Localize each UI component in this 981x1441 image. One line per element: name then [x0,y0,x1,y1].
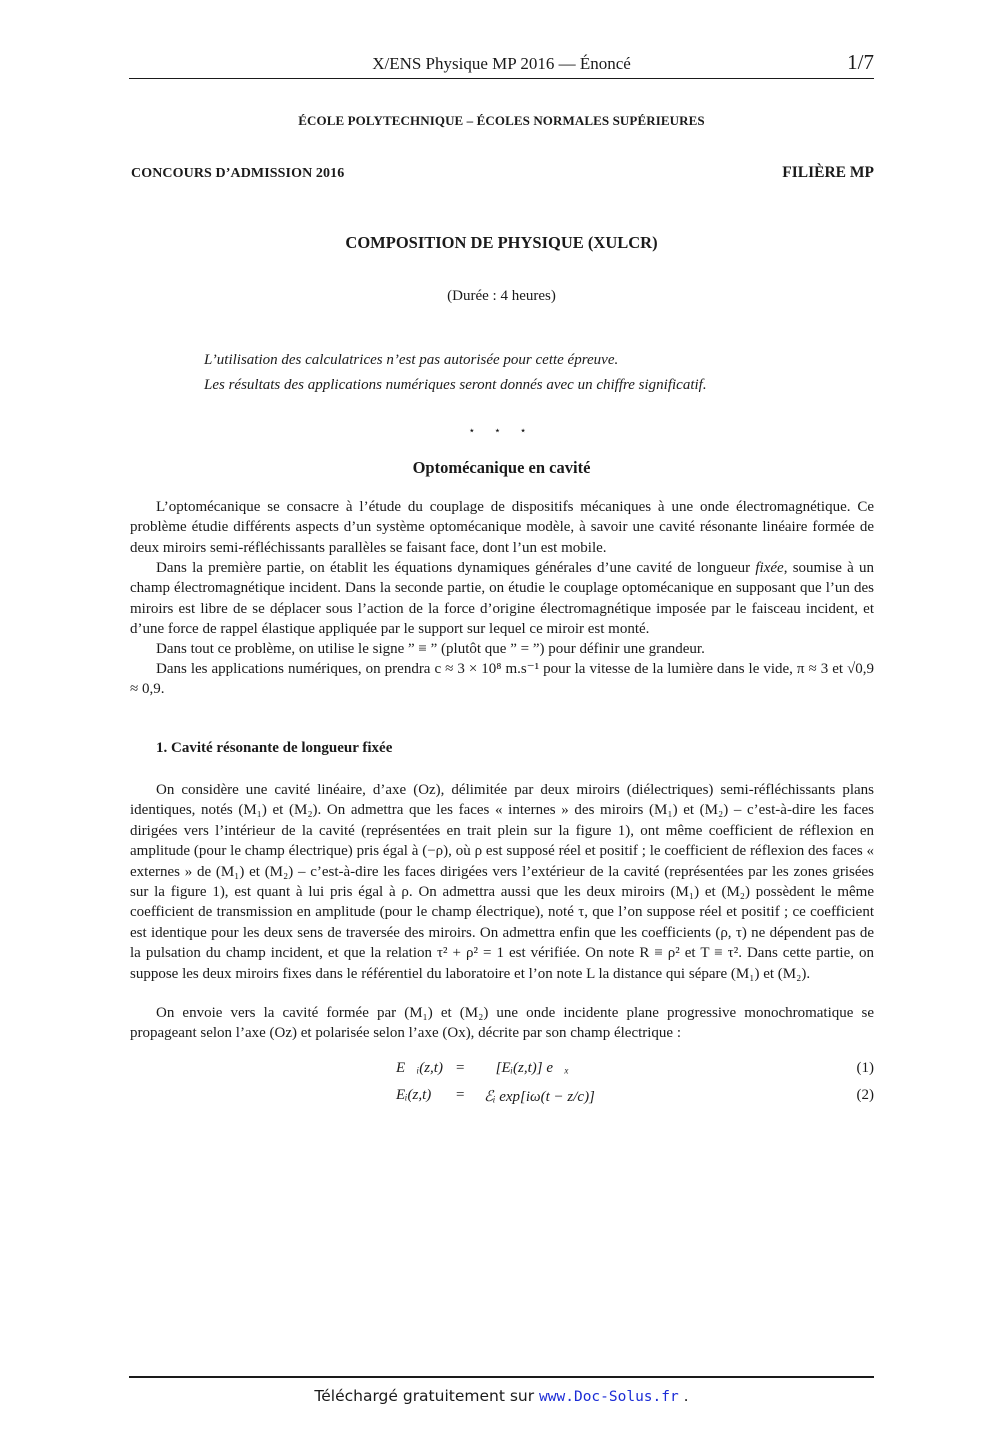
equation-lhs: E⃗ᵢ(z,t) [396,1060,443,1076]
filiere-label: FILIÈRE MP [782,164,874,181]
page-number: 1/7 [847,50,874,74]
duration: (Durée : 4 heures) [447,288,556,304]
paragraph-text: Dans la première partie, on établit les équations dynamiques générales d’une cavité de longueur [156,560,756,576]
intro-paragraph: Dans tout ce problème, on utilise le signe ” ≡ ” (plutôt que ” = ”) pour définir une grandeur. [156,641,705,657]
paragraph-text: , soumise à un champ électromagnétique incident. Dans la seconde partie, on étudie le couplage optomécanique en supposant que l’un des miroirs est libre de se déplacer sous l’action de la force d’origine électromagnétique imposée par le faisceau incident, et d’une force de rappel élastique appliquée par le support sur lequel ce miroir est monté. [130,560,874,638]
problem-title: Optomécanique en cavité [412,458,591,477]
emphasis-text: fixée [755,560,784,576]
intro-paragraph: L’optomécanique se consacre à l’étude du couplage de dispositifs mécaniques à une onde électromagnétique. Ce problème étudie différents aspects d’un système optomécanique modèle, à savoir une cavité résonante linéaire formée de deux miroirs semi-réfléchissants parallèles se faisant face, dont l’un est mobile. [130,499,874,556]
running-header-title: X/ENS Physique MP 2016 — Énoncé [372,54,631,73]
instruction-note: Les résultats des applications numériques seront donnés avec un chiffre significatif. [204,377,707,393]
footer [129,1387,874,1405]
running-header [129,48,874,79]
separator-stars: ⋆ ⋆ ⋆ [468,425,535,437]
intro-paragraph: Dans les applications numériques, on prendra c ≈ 3 × 10⁸ m.s⁻¹ pour la vitesse de la lumière dans le vide, π ≈ 3 et √0,9 ≈ 0,9. [130,661,874,698]
equation-number: (1) [856,1060,874,1076]
equation-operator: = [456,1087,465,1103]
footer-text: Téléchargé gratuitement sur [314,1387,540,1405]
equation-operator: = [456,1060,465,1076]
equation-number: (2) [856,1087,874,1103]
composition-title: COMPOSITION DE PHYSIQUE (XULCR) [345,233,658,252]
footer-divider [129,1376,874,1378]
concours-label: CONCOURS D’ADMISSION 2016 [131,166,345,181]
section-paragraph: On considère une cavité linéaire, d’axe (Oz), délimitée par deux miroirs (diélectriques) semi-réfléchissants plans identiques, notés (M₁) et (M₂). On admettra que les faces « internes » des miroirs (M₁) et (M₂) – c’est-à-dire les faces dirigées vers l’intérieur de la cavité (représentées en trait plein sur la figure 1), ont même coefficient de réflexion en amplitude (pour le champ électrique) pris égal à (−ρ), où ρ est supposé réel et positif ; le coefficient de réflexion des faces « externes » de (M₁) et (M₂) – c’est-à-dire les faces dirigées vers l’extérieur de la cavité (représentées par les zones grisées sur la figure 1), est quant à lui pris égal à ρ. On admettra aussi que les deux miroirs (M₁) et (M₂) possèdent le même coefficient de transmission en amplitude (pour le champ électrique), noté τ, que l’on suppose réel et positif ; ce coefficient est identique pour les deux sens de traversée des miroirs. On admettra enfin que les coefficients (ρ, τ) ne dépendent pas de la pulsation du champ incident, et que la relation τ² + ρ² = 1 est vérifiée. On note R ≡ ρ² et T ≡ τ². Dans cette partie, on suppose les deux miroirs fixes dans le référentiel du laboratoire et l’on note L la distance qui sépare (M₁) et (M₂). [130,782,874,982]
equation-lhs: Eᵢ(z,t) [396,1087,432,1103]
section-title: 1. Cavité résonante de longueur fixée [156,740,393,756]
equation-rhs: ℰᵢ exp[iω(t − z/c)] [484,1089,595,1105]
school-name: ÉCOLE POLYTECHNIQUE – ÉCOLES NORMALES SUPÉRIEURES [298,113,705,128]
equation-rhs: ℜ[Eᵢ(z,t)] e⃗ₓ [484,1060,569,1076]
footer-link[interactable]: www.Doc-Solus.fr [539,1389,679,1405]
intro-paragraph [130,558,874,640]
section-paragraph: On envoie vers la cavité formée par (M₁) et (M₂) une onde incidente plane progressive monochromatique se propageant selon l’axe (Oz) et polarisée selon l’axe (Ox), décrite par son champ électrique : [130,1005,874,1042]
footer-text-end: . [678,1387,689,1405]
instruction-note: L’utilisation des calculatrices n’est pas autorisée pour cette épreuve. [204,352,619,368]
